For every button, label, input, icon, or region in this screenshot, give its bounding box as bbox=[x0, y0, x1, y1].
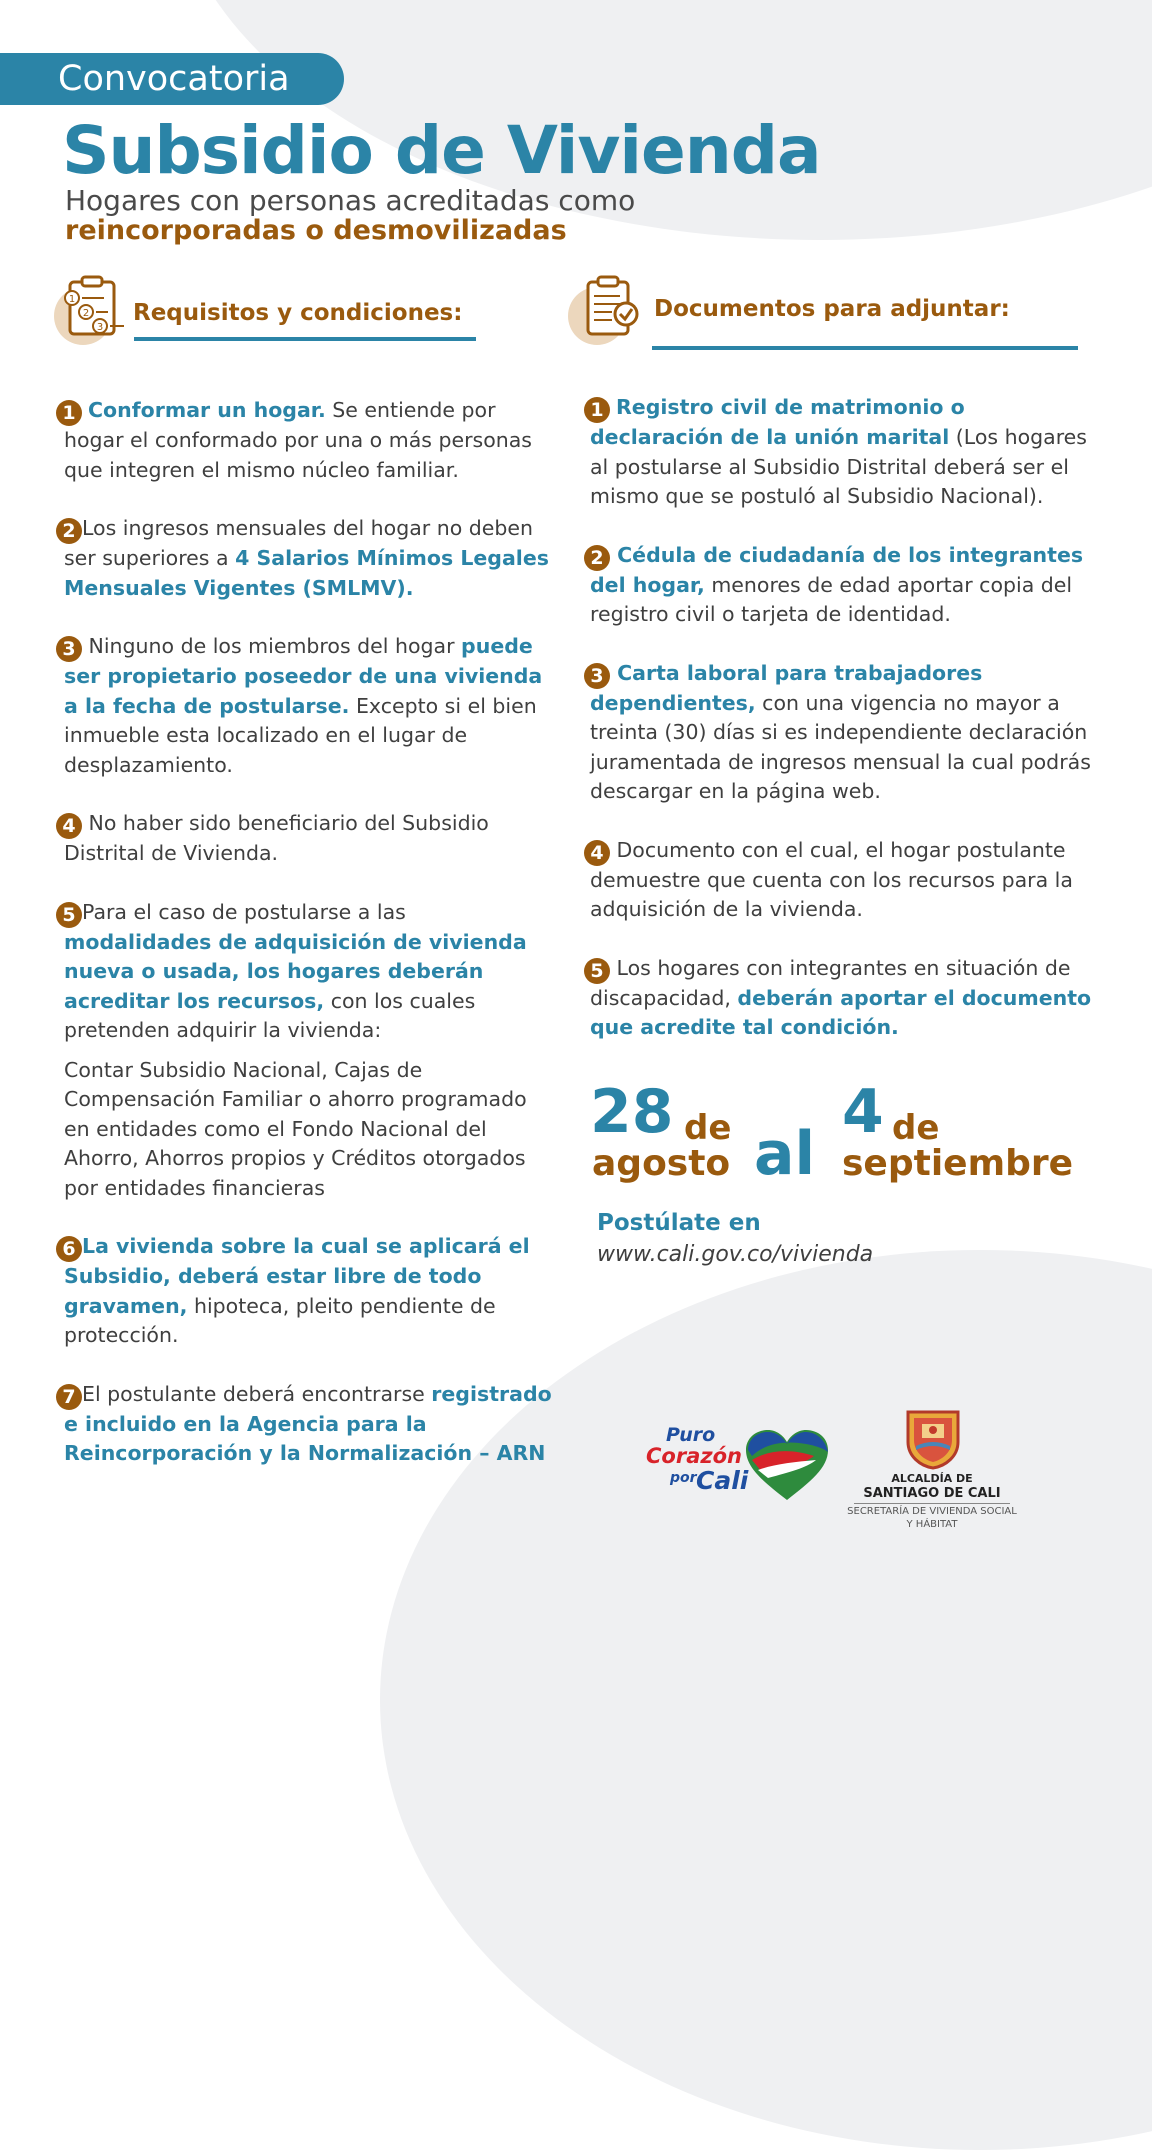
item-emphasis: La vivienda sobre la cual se aplicará el Subsidio, deberá estar libre de todo gravamen, bbox=[64, 1234, 530, 1318]
requirements-heading: Requisitos y condiciones: bbox=[133, 300, 463, 326]
logo-divider bbox=[854, 1503, 1010, 1504]
alcaldia-line-1: ALCALDÍA DE bbox=[891, 1472, 973, 1485]
badge-label: Convocatoria bbox=[58, 59, 290, 99]
item-emphasis: Conformar un hogar. bbox=[88, 398, 326, 422]
list-item bbox=[56, 632, 556, 780]
item-emphasis: Registro civil de matrimonio o declaración de la unión marital bbox=[590, 395, 965, 449]
convocatoria-badge bbox=[0, 53, 344, 105]
end-de: de bbox=[892, 1108, 940, 1148]
subtitle-line-2: reincorporadas o desmovilizadas bbox=[65, 215, 567, 246]
number-badge: 7 bbox=[56, 1384, 82, 1410]
list-item bbox=[56, 898, 556, 1204]
item-emphasis: registrado e incluido en la Agencia para la Reincorporación y la Normalización – ARN bbox=[64, 1381, 552, 1465]
number-badge: 3 bbox=[584, 663, 610, 689]
secretaria-line-2: Y HÁBITAT bbox=[906, 1519, 958, 1530]
number-badge: 6 bbox=[56, 1236, 82, 1262]
documents-list bbox=[584, 393, 1094, 1043]
requirements-list bbox=[56, 396, 556, 1469]
item-text: Los hogares con integrantes en situación de discapacidad, bbox=[590, 955, 1071, 1010]
list-item bbox=[56, 1232, 556, 1351]
number-badge: 1 bbox=[584, 397, 610, 423]
number-badge: 4 bbox=[56, 813, 82, 839]
end-day: 4 bbox=[842, 1077, 884, 1147]
list-item bbox=[584, 541, 1094, 630]
item-text: Documento con el cual, el hogar postulante demuestre que cuenta con los recursos para la adquisición de la vivienda. bbox=[590, 837, 1073, 921]
page-title: Subsidio de Vivienda bbox=[62, 112, 821, 189]
item-text: No haber sido beneficiario del Subsidio Distrital de Vivienda. bbox=[64, 811, 489, 865]
heart-icon bbox=[744, 1430, 830, 1502]
item-text: Ninguno de los miembros del hogar bbox=[82, 634, 462, 658]
item-text: (Los hogares al postularse al Subsidio Distrital deberá ser el mismo que se postuló al Subsidio Nacional). bbox=[590, 425, 1087, 508]
item-text: Los ingresos mensuales del hogar no deben ser superiores a bbox=[64, 516, 534, 570]
por-text: por bbox=[670, 1470, 697, 1486]
item-extra-text: Contar Subsidio Nacional, Cajas de Compensación Familiar o ahorro programado en entidades como el Fondo Nacional del Ahorro, Ahorros propios y Créditos otorgados por entidades financieras bbox=[64, 1057, 527, 1200]
number-badge: 4 bbox=[584, 840, 610, 866]
documents-underline bbox=[652, 346, 1078, 350]
item-text: menores de edad aportar copia del registro civil o tarjeta de identidad. bbox=[590, 572, 1073, 626]
svg-text:3: 3 bbox=[96, 322, 104, 333]
list-item bbox=[56, 514, 556, 603]
alcaldia-line-2: SANTIAGO DE CALI bbox=[863, 1486, 1001, 1501]
list-item bbox=[56, 809, 556, 869]
documents-heading: Documentos para adjuntar: bbox=[654, 296, 1010, 322]
start-month: agosto bbox=[592, 1143, 731, 1184]
apply-label: Postúlate en bbox=[597, 1210, 761, 1236]
item-emphasis: Carta laboral para trabajadores dependientes, bbox=[590, 660, 983, 715]
number-badge: 2 bbox=[584, 545, 610, 571]
item-text: hipoteca, pleito pendiente de protección. bbox=[64, 1293, 496, 1347]
alcaldia-logo bbox=[842, 1406, 1022, 1536]
item-text: Para el caso de postularse a las bbox=[82, 899, 406, 924]
list-item bbox=[584, 954, 1094, 1043]
cali-text: Cali bbox=[696, 1466, 749, 1495]
list-item bbox=[56, 1380, 556, 1469]
requirements-underline bbox=[134, 337, 476, 341]
number-badge: 1 bbox=[56, 400, 82, 426]
item-text: con una vigencia no mayor a treinta (30) días si es independiente declaración juramentada de ingresos mensual la cual podrás descargar en la página web. bbox=[590, 690, 1091, 803]
svg-text:2: 2 bbox=[82, 308, 90, 319]
puro-text: Puro bbox=[666, 1424, 716, 1446]
number-badge: 2 bbox=[56, 518, 82, 544]
item-emphasis: Cédula de ciudadanía de los integrantes del hogar, bbox=[590, 542, 1084, 597]
list-item bbox=[56, 396, 556, 485]
date-al: al bbox=[754, 1119, 816, 1189]
item-text: Excepto si el bien inmueble esta localizado en el lugar de desplazamiento. bbox=[64, 693, 537, 777]
svg-text:1: 1 bbox=[68, 294, 76, 305]
item-text: Se entiende por hogar el conformado por una o más personas que integren el mismo núcleo familiar. bbox=[64, 398, 532, 482]
start-day: 28 bbox=[590, 1077, 674, 1147]
number-badge: 3 bbox=[56, 636, 82, 662]
item-text: El postulante deberá encontrarse bbox=[82, 1381, 432, 1406]
end-month: septiembre bbox=[842, 1143, 1074, 1184]
item-emphasis: 4 Salarios Mínimos Legales Mensuales Vigentes (SMLMV). bbox=[64, 546, 549, 600]
item-emphasis: modalidades de adquisición de vivienda nueva o usada, los hogares deberán acreditar los recursos, bbox=[64, 929, 527, 1013]
puro-corazon-logo bbox=[640, 1424, 840, 1504]
list-item bbox=[584, 393, 1094, 512]
checklist-numbered-icon bbox=[60, 274, 132, 342]
clipboard-check-icon bbox=[582, 274, 646, 342]
corazon-text: Corazón bbox=[646, 1444, 742, 1468]
list-item bbox=[584, 659, 1094, 807]
number-badge: 5 bbox=[584, 958, 610, 984]
coat-of-arms-icon bbox=[904, 1408, 962, 1470]
item-emphasis: deberán aportar el documento que acredite tal condición. bbox=[590, 985, 1092, 1039]
apply-url-link[interactable]: www.cali.gov.co/vivienda bbox=[597, 1242, 874, 1267]
start-de: de bbox=[684, 1108, 732, 1148]
subtitle-line-1: Hogares con personas acreditadas como bbox=[65, 184, 636, 217]
secretaria-line-1: SECRETARÍA DE VIVIENDA SOCIAL bbox=[847, 1506, 1017, 1517]
item-text: con los cuales pretenden adquirir la vivienda: bbox=[64, 988, 476, 1042]
item-emphasis: puede ser propietario poseedor de una vivienda a la fecha de postularse. bbox=[64, 634, 543, 718]
list-item bbox=[584, 836, 1094, 925]
number-badge: 5 bbox=[56, 902, 82, 928]
